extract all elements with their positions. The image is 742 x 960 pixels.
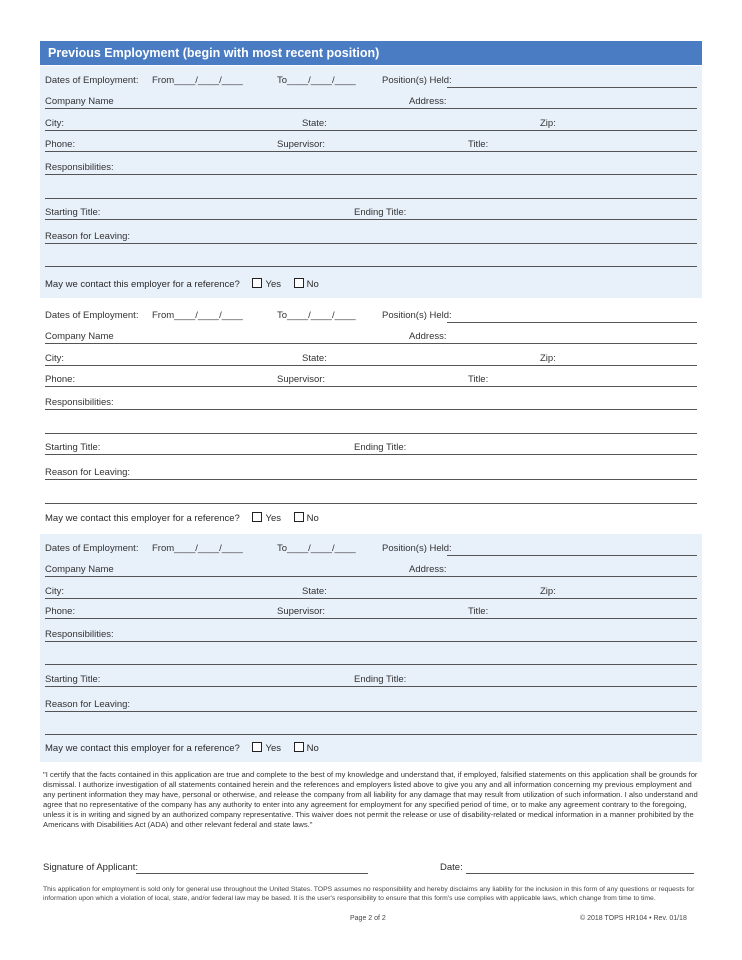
company-label: Company Name	[45, 331, 114, 342]
city-row[interactable]	[45, 348, 697, 368]
date-label: Date:	[440, 862, 463, 873]
no-checkbox[interactable]	[294, 742, 304, 752]
address-label: Address:	[409, 331, 447, 342]
to-field[interactable]: To____/____/____	[277, 310, 356, 321]
address-label: Address:	[409, 564, 447, 575]
section-title: Previous Employment (begin with most recent position)	[48, 46, 380, 60]
reason-line-2[interactable]	[45, 266, 697, 267]
reason-field[interactable]	[45, 711, 697, 712]
state-label: State:	[302, 118, 327, 129]
from-field[interactable]: From____/____/____	[152, 75, 243, 86]
titles-field[interactable]	[45, 219, 697, 220]
company-row[interactable]	[45, 559, 697, 579]
state-label: State:	[302, 586, 327, 597]
reason-line-2[interactable]	[45, 734, 697, 735]
yes-option[interactable]: Yes	[252, 279, 281, 290]
to-field[interactable]: To____/____/____	[277, 543, 356, 554]
supervisor-label: Supervisor:	[277, 606, 326, 617]
contact-reference-row	[45, 278, 319, 290]
position-label: Position(s) Held:	[382, 310, 452, 321]
form-copyright: © 2018 TOPS HR104 • Rev. 01/18	[580, 915, 687, 922]
title-label: Title:	[468, 139, 489, 150]
company-field[interactable]	[45, 108, 697, 109]
responsibilities-label: Responsibilities:	[45, 629, 114, 640]
phone-field[interactable]	[45, 618, 697, 619]
company-label: Company Name	[45, 564, 114, 575]
city-label: City:	[45, 353, 64, 364]
reason-label: Reason for Leaving:	[45, 699, 131, 710]
no-checkbox[interactable]	[294, 512, 304, 522]
signature-label: Signature of Applicant:	[43, 862, 139, 873]
page-number: Page 2 of 2	[350, 915, 386, 922]
dates-label: Dates of Employment:	[45, 543, 139, 554]
date-field[interactable]	[466, 873, 694, 874]
titles-field[interactable]	[45, 686, 697, 687]
position-field[interactable]	[447, 87, 697, 88]
responsibilities-field[interactable]	[45, 641, 697, 642]
starting-title-label: Starting Title:	[45, 442, 101, 453]
responsibilities-row[interactable]	[45, 392, 697, 412]
employer-block-2	[40, 298, 702, 534]
yes-checkbox[interactable]	[252, 512, 262, 522]
no-option[interactable]: No	[294, 743, 319, 754]
ending-title-label: Ending Title:	[354, 207, 407, 218]
responsibilities-label: Responsibilities:	[45, 397, 114, 408]
yes-checkbox[interactable]	[252, 278, 262, 288]
no-option[interactable]: No	[294, 513, 319, 524]
legal-disclaimer: This application for employment is sold only for general use throughout the United States. TOPS assumes no responsibility and hereby disclaims any liability for the inclusion in this form of any questions or requests for information upon which a violation of local, state, and/or federal law may be based. It is the user's responsibility to ensure that this form's use complies with applicable laws, which change from time to time.	[43, 886, 695, 902]
signature-field[interactable]	[136, 873, 368, 874]
dates-row[interactable]	[45, 305, 697, 325]
phone-field[interactable]	[45, 386, 697, 387]
responsibilities-line-2[interactable]	[45, 433, 697, 434]
no-option[interactable]: No	[294, 279, 319, 290]
to-field[interactable]: To____/____/____	[277, 75, 356, 86]
phone-row[interactable]	[45, 601, 697, 621]
reason-line-2[interactable]	[45, 503, 697, 504]
ending-title-label: Ending Title:	[354, 674, 407, 685]
reason-field[interactable]	[45, 243, 697, 244]
phone-label: Phone:	[45, 606, 76, 617]
position-label: Position(s) Held:	[382, 75, 452, 86]
state-label: State:	[302, 353, 327, 364]
city-label: City:	[45, 586, 64, 597]
zip-label: Zip:	[540, 353, 556, 364]
no-checkbox[interactable]	[294, 278, 304, 288]
titles-row[interactable]	[45, 202, 697, 222]
certification-statement: "I certify that the facts contained in this application are true and complete to the best of my knowledge and understand that, if employed, falsified statements on this application shall be grounds for dismissal. I authorize investigation of all statements contained herein and the references and employers listed above to give you any and all information concerning my previous employment and any pertinent information they may have, personal or otherwise, and release the company from all liability for any damage that may result from utilization of such information. I also understand and agree that no representative of the company has any authority to enter into any agreement for employment for any specified period of time, or to make any agreement contrary to the foregoing, unless it is in writing and signed by an authorized company representative. This waiver does not permit the release or use of disability-related or medical information in a manner prohibited by the Americans with Disabilities Act (ADA) and other relevant federal and state laws."	[43, 770, 698, 829]
city-field[interactable]	[45, 365, 697, 366]
city-field[interactable]	[45, 130, 697, 131]
zip-label: Zip:	[540, 586, 556, 597]
company-row[interactable]	[45, 326, 697, 346]
responsibilities-row[interactable]	[45, 157, 697, 177]
from-field[interactable]: From____/____/____	[152, 543, 243, 554]
contact-question: May we contact this employer for a reference?	[45, 513, 240, 524]
position-field[interactable]	[447, 555, 697, 556]
position-label: Position(s) Held:	[382, 543, 452, 554]
dates-label: Dates of Employment:	[45, 75, 139, 86]
yes-option[interactable]: Yes	[252, 743, 281, 754]
titles-field[interactable]	[45, 454, 697, 455]
title-label: Title:	[468, 606, 489, 617]
title-label: Title:	[468, 374, 489, 385]
responsibilities-line-2[interactable]	[45, 664, 697, 665]
yes-option[interactable]: Yes	[252, 513, 281, 524]
contact-reference-row	[45, 512, 319, 524]
city-row[interactable]	[45, 113, 697, 133]
starting-title-label: Starting Title:	[45, 207, 101, 218]
contact-question: May we contact this employer for a reference?	[45, 279, 240, 290]
responsibilities-field[interactable]	[45, 174, 697, 175]
phone-label: Phone:	[45, 374, 76, 385]
city-field[interactable]	[45, 598, 697, 599]
city-row[interactable]	[45, 581, 697, 601]
phone-row[interactable]	[45, 369, 697, 389]
address-label: Address:	[409, 96, 447, 107]
responsibilities-row[interactable]	[45, 624, 697, 644]
company-label: Company Name	[45, 96, 114, 107]
starting-title-label: Starting Title:	[45, 674, 101, 685]
section-header	[40, 41, 702, 65]
employer-block-1	[40, 66, 702, 298]
ending-title-label: Ending Title:	[354, 442, 407, 453]
company-field[interactable]	[45, 576, 697, 577]
phone-label: Phone:	[45, 139, 76, 150]
contact-reference-row	[45, 742, 319, 754]
supervisor-label: Supervisor:	[277, 374, 326, 385]
phone-row[interactable]	[45, 134, 697, 154]
titles-row[interactable]	[45, 437, 697, 457]
reason-row[interactable]	[45, 694, 697, 714]
position-field[interactable]	[447, 322, 697, 323]
supervisor-label: Supervisor:	[277, 139, 326, 150]
reason-row[interactable]	[45, 226, 697, 246]
responsibilities-field[interactable]	[45, 409, 697, 410]
titles-row[interactable]	[45, 669, 697, 689]
dates-label: Dates of Employment:	[45, 310, 139, 321]
dates-row[interactable]	[45, 538, 697, 558]
phone-field[interactable]	[45, 151, 697, 152]
city-label: City:	[45, 118, 64, 129]
responsibilities-label: Responsibilities:	[45, 162, 114, 173]
yes-checkbox[interactable]	[252, 742, 262, 752]
reason-label: Reason for Leaving:	[45, 231, 131, 242]
dates-row[interactable]	[45, 70, 697, 90]
responsibilities-line-2[interactable]	[45, 198, 697, 199]
reason-field[interactable]	[45, 479, 697, 480]
contact-question: May we contact this employer for a reference?	[45, 743, 240, 754]
reason-label: Reason for Leaving:	[45, 467, 131, 478]
reason-row[interactable]	[45, 462, 697, 482]
from-field[interactable]: From____/____/____	[152, 310, 243, 321]
company-field[interactable]	[45, 343, 697, 344]
employer-block-3	[40, 534, 702, 762]
company-row[interactable]	[45, 91, 697, 111]
zip-label: Zip:	[540, 118, 556, 129]
